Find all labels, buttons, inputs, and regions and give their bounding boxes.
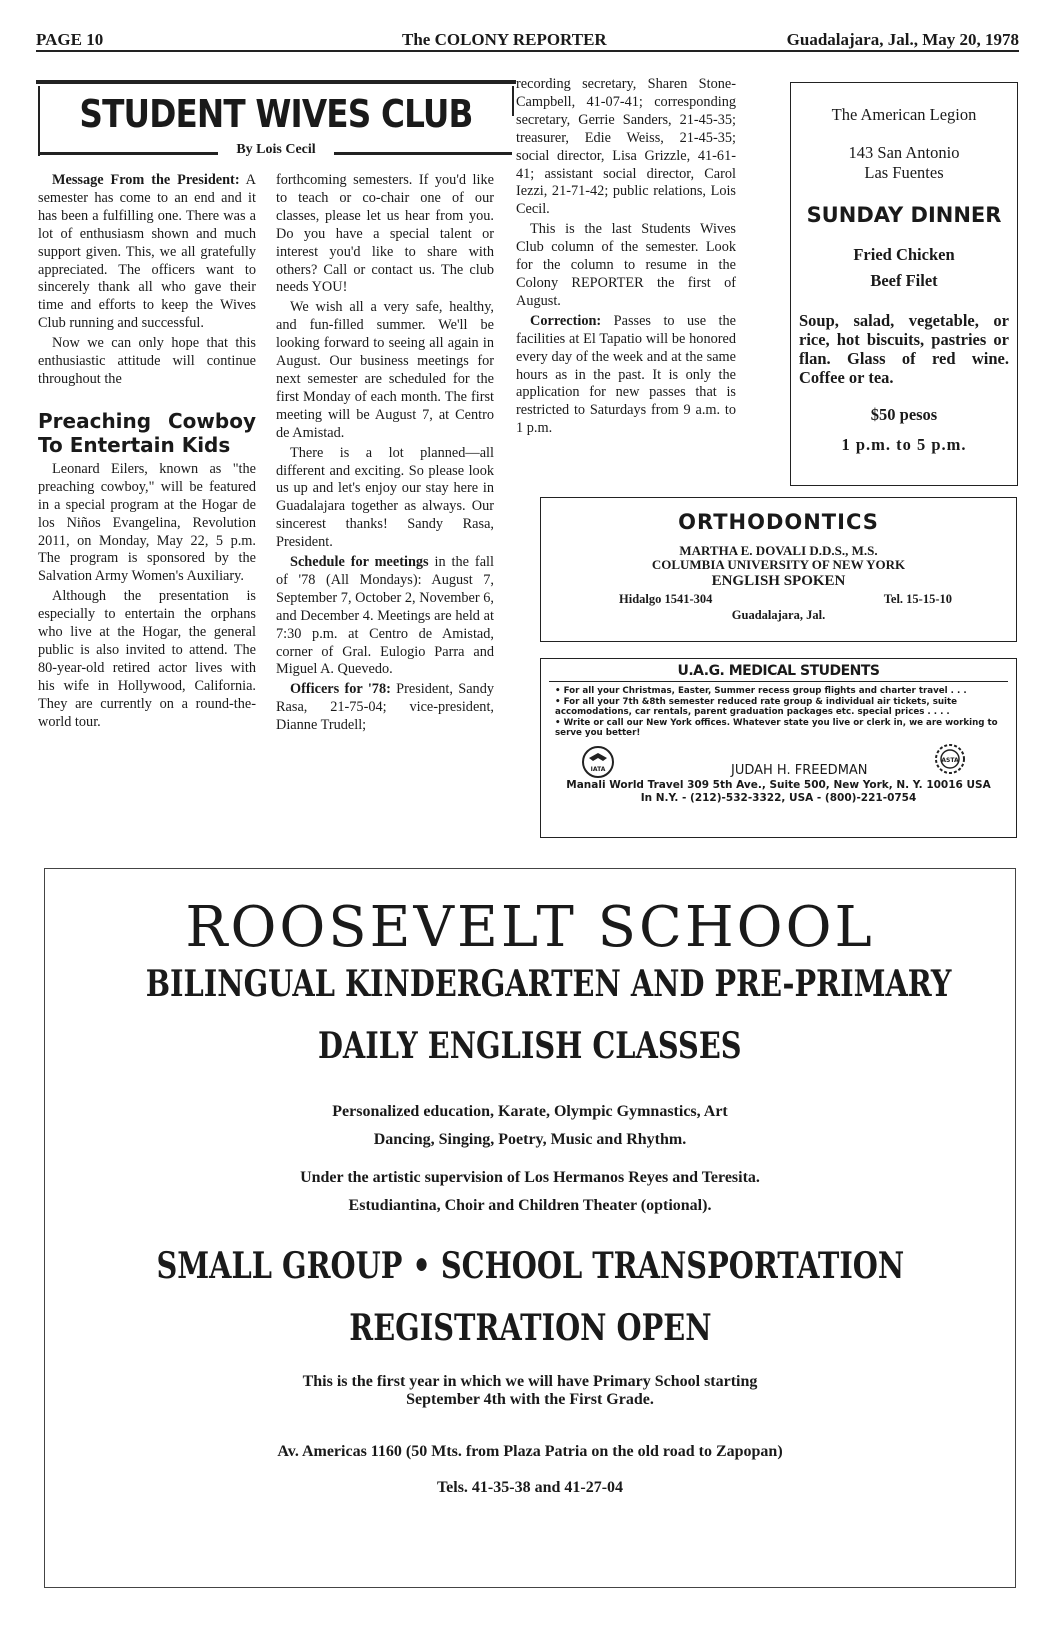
article-paragraph [276,299,494,442]
paragraph-text: President, Sandy Rasa, 21-75-04; vice-president, Dianne Trudell; [276,681,494,734]
legion-hours: 1 p.m. to 5 p.m. [841,435,967,454]
cowboy-paragraph: Although the presentation is especially to entertain the orphans who live at the Hogar, the general public is also invited to attend. The 80-year-old retired actor lives with his wife in Hollywood, California. They are currently on a round-the-world tour. [38,588,256,730]
article-paragraph [276,445,494,552]
wives-club-col1 [38,172,256,389]
roosevelt-phones: Tels. 41-35-38 and 41-27-04 [436,1479,624,1496]
roosevelt-supervision-2: Estudiantina, Choir and Children Theater (optional). [348,1197,712,1214]
roosevelt-subtitle-4: REGISTRATION OPEN [348,1307,712,1349]
heading-right-rule [512,86,514,116]
svg-text:ASTA: ASTA [941,756,959,764]
roosevelt-sub1-wrap [45,963,1015,1005]
roosevelt-subtitle-1: BILINGUAL KINDERGARTEN AND PRE-PRIMARY [145,963,952,1005]
ortho-city: Guadalajara, Jal. [731,608,826,622]
uag-travel-ad [540,658,1017,838]
american-legion-ad [790,82,1018,486]
ortho-doctor: MARTHA E. DOVALI D.D.S., M.S. [679,543,878,558]
legion-address-1: 143 San Antonio [848,143,960,162]
uag-bullet: • For all your 7th &8th semester reduced rate group & individual air tickets, suite accomodations, car rentals, parent graduation packages etc. special prices . . . . [555,696,958,717]
paper-name: The COLONY REPORTER [402,30,607,49]
roosevelt-address: Av. Americas 1160 (50 Mts. from Plaza Patria on the old road to Zapopan) [277,1443,783,1460]
roosevelt-sub2-wrap [45,1025,1015,1067]
article-paragraph [516,221,736,311]
uag-address: Manali World Travel 309 5th Ave., Suite 500, New York, N. Y. 10016 USA [566,778,991,791]
legion-headline: SUNDAY DINNER [806,203,1002,227]
article-paragraph [276,554,494,679]
uag-phones: In N.Y. - (212)-532-3322, USA - (800)-221-0754 [640,791,917,804]
roosevelt-primary-2: September 4th with the First Grade. [406,1391,654,1408]
heading-top-rule [36,80,516,84]
wives-club-heading [36,80,516,164]
cowboy-headline: Preaching Cowboy To Entertain Kids [38,408,256,457]
paragraph-text: recording secretary, Sharen Stone-Campbell, 41-07-41; corresponding secretary, Gerrie Sanders, 21-45-35; treasurer, Edie Weiss, 21-45-35; social director, Lisa Grizzle, 41-61-41; assistant social director, Carol Iezzi, 21-71-42; public relations, Lois Cecil. [516,76,736,218]
wives-club-col3 [516,76,736,438]
legion-address-2: Las Fuentes [864,163,944,182]
orthodontics-ad [540,497,1017,642]
wives-club-col2 [276,172,494,735]
wives-club-byline: By Lois Cecil [236,142,316,157]
roosevelt-sub3-wrap [45,1245,1015,1287]
byline-rule-right [334,152,512,155]
uag-title: U.A.G. MEDICAL STUDENTS [677,663,880,679]
ortho-phone: Tel. 15-15-10 [883,592,952,606]
roosevelt-program-2: Dancing, Singing, Poetry, Music and Rhythm. [373,1131,687,1148]
ortho-language: ENGLISH SPOKEN [711,573,846,589]
article-paragraph [516,313,736,438]
asta-logo-icon [932,741,968,777]
uag-bullet: • For all your Christmas, Easter, Summer recess group flights and charter travel . . . [555,686,967,696]
ortho-contact-row [541,590,1016,608]
uag-agent-name: JUDAH H. FREEDMAN [731,762,868,778]
cowboy-paragraph: Leonard Eilers, known as "the preaching cowboy," will be featured in a special program at the Hogar de los Niños Evangelina, Revolution 2011, on Monday, May 22, 5 p.m. The program is sponsored by the Salvation Army Women's Auxiliary. [38,460,256,585]
column-1 [38,172,256,733]
roosevelt-supervision-1: Under the artistic supervision of Los Hermanos Reyes and Teresita. [300,1169,760,1186]
wives-club-title: STUDENT WIVES CLUB [79,92,473,136]
legion-price: $50 pesos [870,405,938,424]
article-paragraph [38,335,256,389]
masthead [36,26,1019,50]
uag-title-rule [549,681,1008,682]
uag-agent-row [541,743,1016,783]
roosevelt-sub4-wrap [45,1307,1015,1349]
roosevelt-program-1: Personalized education, Karate, Olympic Gymnastics, Art [332,1103,728,1120]
ortho-title: ORTHODONTICS [678,510,879,534]
dateline: Guadalajara, Jal., May 20, 1978 [786,30,1019,49]
paragraph-text: in the fall of '78 (All Mondays): August 7, September 7, October 2, November 6, and December 4. Meetings are held at 7:30 p.m. at Centro de Amistad, corner of Gral. Eulogio Parra and Miguel A. Quevedo. [276,554,494,678]
paragraph-lead: Correction: [530,312,602,329]
paragraph-lead: Officers for '78: [290,681,391,698]
article-paragraph [276,681,494,735]
ortho-address: Hidalgo 1541-304 [619,592,713,606]
paragraph-lead: Message From the President: [52,172,240,188]
roosevelt-subtitle-2: DAILY ENGLISH CLASSES [318,1025,742,1067]
svg-text:IATA: IATA [590,765,606,773]
roosevelt-school-ad [44,868,1016,1588]
paragraph-text: Passes to use the facilities at El Tapatio will be honored every day of the week and at the same hours as in the past. It is only the application for new passes that is restricted to Saturdays from 9 a.m. to 1 p.m. [516,312,736,437]
article-paragraph [276,172,494,297]
uag-bullet: • Write or call our New York offices. Whatever state you live or clerk in, we are working to serve you better! [555,717,998,738]
paragraph-text: There is a lot planned—all different and exciting. So please look us up and let's enjoy our stay here in Guadalajara together as always. Our sincerest thanks! Sandy Rasa, President. [276,444,494,551]
legion-item-2: Beef Filet [870,271,938,290]
iata-logo-icon [581,745,615,779]
paragraph-lead: Schedule for meetings [290,554,429,571]
paragraph-text: This is the last Students Wives Club column of the semester. Look for the column to resume in the Colony REPORTER the first of August. [516,221,736,309]
page-number: PAGE 10 [36,30,104,49]
roosevelt-subtitle-3: SMALL GROUP • SCHOOL TRANSPORTATION [156,1245,904,1287]
legion-description: Soup, salad, vegetable, or rice, hot biscuits, pastries or flan. Glass of red wine. Coffee or tea. [799,311,1009,387]
paragraph-text: forthcoming semesters. If you'd like to teach or co-chair one of our classes, please let us hear from you. Do you have a special talent or interest you'd like to share with others? Call or contact us. The club needs YOU! [276,172,494,296]
masthead-rule [36,50,1019,52]
roosevelt-primary-1: This is the first year in which we will have Primary School starting [302,1373,758,1390]
paragraph-text: A semester has come to an end and it has been a fulfilling one. There was a lot of enthusiasm shown and much support given. This, we all gratefully appreciated. The officers want to sincerely thank all who gave their time and efforts to keep the Wives Club running and successful. [38,172,256,332]
uag-bullet-list [541,686,1016,739]
paragraph-text: We wish all a very safe, healthy, and fun-filled summer. We'll be looking forward to seeing all again in August. Our business meetings for next semester are scheduled for the first Monday of each month. The first meeting will be August 7, at Centro de Amistad. [276,299,494,441]
cowboy-article [38,461,256,732]
legion-item-1: Fried Chicken [853,245,955,264]
article-paragraph [516,76,736,219]
ortho-university: COLUMBIA UNIVERSITY OF NEW YORK [651,557,906,572]
roosevelt-title: ROOSEVELT SCHOOL [185,895,875,960]
article-paragraph [38,172,256,333]
column-2 [276,172,494,737]
legion-name: The American Legion [831,105,977,124]
paragraph-text: Now we can only hope that this enthusiastic attitude will continue throughout the [38,335,256,387]
column-3 [516,76,736,440]
